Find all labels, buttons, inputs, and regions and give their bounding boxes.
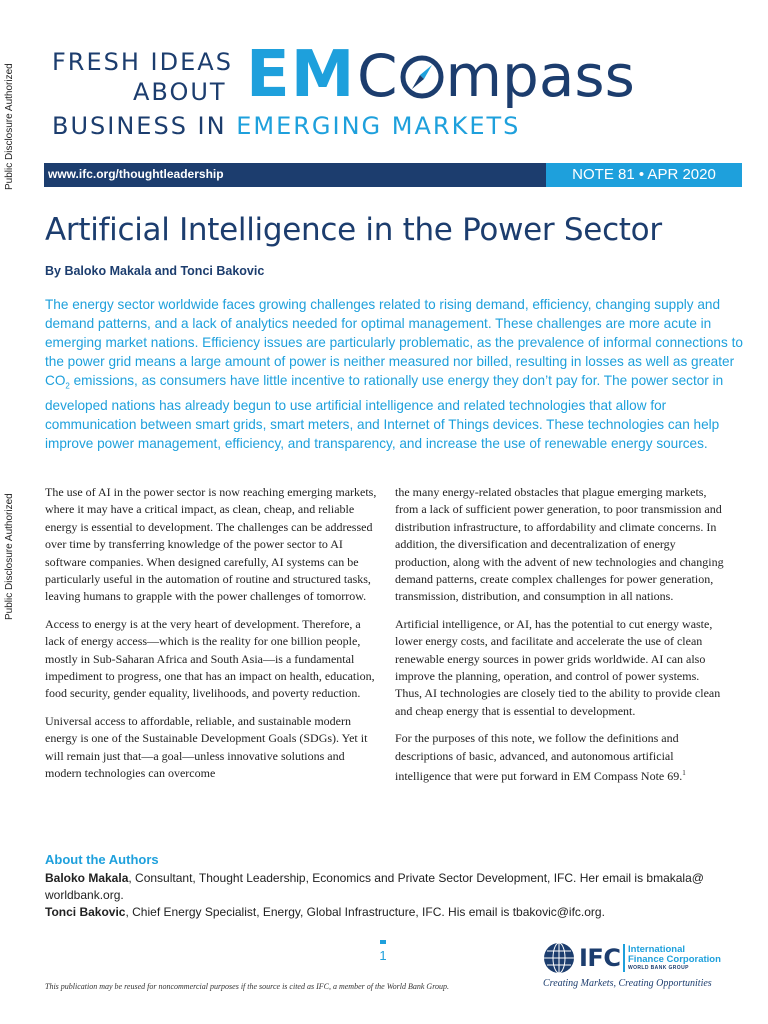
- author-details: , Consultant, Thought Leadership, Economics and Private Sector Development, IFC. Her email is bmakala@ worldbank.org.: [45, 871, 704, 902]
- brand-compass: [357, 42, 635, 110]
- ifc-tagline: Creating Markets, Creating Opportunities: [543, 978, 712, 989]
- note-number-date: NOTE 81 • APR 2020: [546, 163, 742, 187]
- abstract: [45, 295, 745, 453]
- body-column-left: [45, 484, 377, 793]
- authors-heading: About the Authors: [45, 852, 159, 867]
- world-bank-group-label: WORLD BANK GROUP: [628, 965, 689, 971]
- co2-subscript: 2: [65, 381, 70, 391]
- thought-leadership-link[interactable]: www.ifc.org/thoughtleadership: [48, 167, 224, 181]
- ifc-divider: [623, 944, 625, 972]
- brand-c: C: [357, 42, 398, 110]
- compass-icon: [399, 54, 445, 100]
- masthead-about: ABOUT: [133, 78, 227, 106]
- ifc-name-line1: International: [628, 944, 686, 955]
- body-paragraph: the many energy-related obstacles that plague emerging markets, from a lack of sufficient power generation, to poor transmission and distribution infrastructure, to affordability and climate concerns. In addition, the diversification and decentralization of energy production, along with the advent of new technologies and changing demand patterns, create complex challenges for power generation, transmission, distribution, and consumption in all nations.: [395, 485, 724, 604]
- author-name: Baloko Makala: [45, 871, 129, 885]
- brand-mpass: mpass: [445, 42, 635, 110]
- disclosure-label-top: Public Disclosure Authorized: [4, 63, 15, 190]
- masthead-business-in: BUSINESS IN: [52, 112, 237, 140]
- author-bio-bakovic: [45, 904, 735, 921]
- abstract-part-2: emissions, as consumers have little incentive to rationally use energy they don’t pay for. The power sector in developed nations has already begun to use artificial intelligence and related technologies that allow for communication between smart grids, smart meters, and Internet of Things devices. These technologies can help improve power management, efficiency, and transparency, and increase the use of renewable energy sources.: [45, 373, 724, 451]
- ifc-name-line2: Finance Corporation: [628, 954, 721, 965]
- ifc-abbreviation: IFC: [579, 944, 621, 972]
- author-details: , Chief Energy Specialist, Energy, Global Infrastructure, IFC. His email is tbakovic@ifc.org.: [125, 905, 605, 919]
- reuse-notice: This publication may be reused for noncommercial purposes if the source is cited as IFC, a member of the World Bank Group.: [45, 982, 450, 991]
- banner: [44, 163, 742, 187]
- disclosure-label-middle: Public Disclosure Authorized: [4, 493, 15, 620]
- body-paragraph: The use of AI in the power sector is now reaching emerging markets, where it may have a critical impact, as clean, cheap, and reliable energy is essential to development. The challenges can be addressed over time by transferring knowledge of the power sector to AI software companies. When designed carefully, AI systems can be particularly useful in the automation of routine and structured tasks, leaving humans to grapple with the power challenges of tomorrow.: [45, 485, 377, 604]
- body-paragraph: Artificial intelligence, or AI, has the potential to cut energy waste, lower energy costs, and facilitate and accelerate the use of clean renewable energy sources in power grids worldwide. AI can also improve the planning, operation, and control of power systems. Thus, AI technologies are closely tied to the ability to provide clean and cheap energy that is essential to development.: [395, 616, 721, 718]
- globe-icon: [543, 942, 575, 974]
- masthead-emerging-markets: EMERGING MARKETS: [236, 112, 521, 140]
- masthead-tagline: [52, 112, 520, 140]
- body-paragraph-text: For the purposes of this note, we follow the definitions and descriptions of basic, advanced, and autonomous artificial intelligence that were put forward in EM Compass Note 69.: [395, 731, 683, 784]
- brand-em: EM: [246, 38, 356, 112]
- body-paragraph: Access to energy is at the very heart of development. Therefore, a lack of energy access—which is the reality for one billion people, mostly in Sub-Saharan Africa and South Asia—is a fundamental impediment to progress, one that has an impact on health, education, food security, gender equality, livelihoods, and poverty reduction.: [45, 616, 375, 701]
- body-paragraph: [395, 730, 725, 785]
- author-bio-makala: [45, 870, 735, 904]
- masthead-fresh-ideas: FRESH IDEAS: [52, 48, 233, 76]
- ifc-logo: [543, 942, 733, 978]
- abstract-part-1: The energy sector worldwide faces growing challenges related to rising demand, efficiency, changing supply and demand patterns, and a lack of analytics needed for optimal management. These challenges are more acute in emerging market nations. Efficiency issues are particularly problematic, as the prevalence of informal connections to the power grid means a large amount of power is neither measured nor billed, resulting in losses as well as greater CO: [45, 297, 743, 388]
- page-number: 1: [377, 948, 389, 963]
- footnote-marker[interactable]: 1: [682, 769, 686, 778]
- byline: By Baloko Makala and Tonci Bakovic: [45, 264, 265, 278]
- masthead: [0, 40, 768, 150]
- body-paragraph: Universal access to affordable, reliable, and sustainable modern energy is one of the Sustainable Development Goals (SDGs). Yet it will remain just that—a goal—unless innovative solutions and modern technologies can overcome: [45, 713, 368, 781]
- body-column-right: [395, 484, 725, 796]
- page-title: Artificial Intelligence in the Power Sector: [45, 212, 662, 248]
- author-name: Tonci Bakovic: [45, 905, 126, 919]
